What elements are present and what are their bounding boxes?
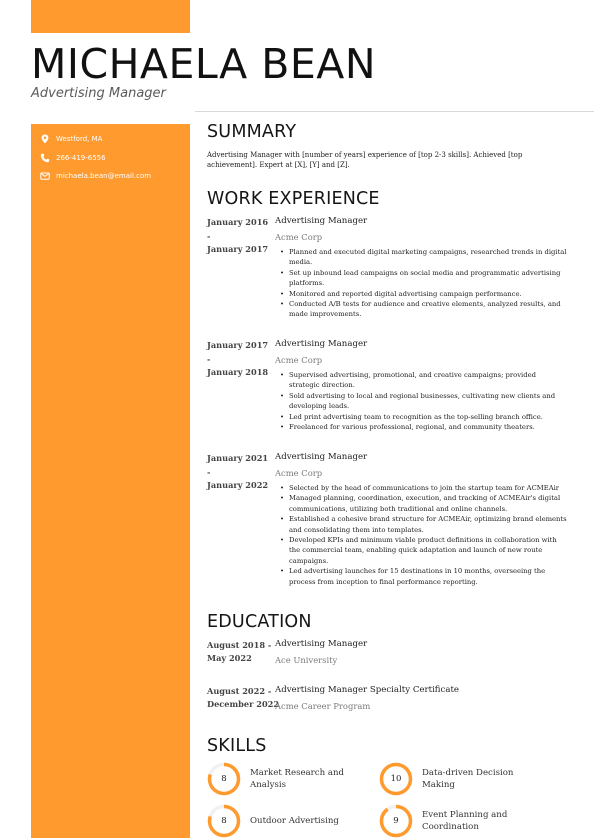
job-details xyxy=(275,216,567,320)
job-bullet: • Monitored and reported digital advertising campaign performance. xyxy=(275,289,567,299)
job-bullets xyxy=(275,483,567,587)
education-school: Acme Career Program xyxy=(275,701,371,711)
location-pin-icon xyxy=(39,134,50,145)
job-bullets xyxy=(275,247,567,320)
education-details xyxy=(275,685,567,712)
skill-name: Market Research and Analysis xyxy=(250,768,345,790)
education-dates xyxy=(207,685,280,711)
sidebar xyxy=(31,124,190,838)
job-title: Advertising Manager xyxy=(275,339,368,349)
job-details xyxy=(275,452,567,587)
job-bullet: • Set up inbound lead campaigns on social media and programmatic advertising platforms. xyxy=(275,268,567,289)
job-start-date: January 2016 xyxy=(207,217,269,227)
job-bullet: • Led advertising launches for 15 destinations in 10 months, overseeing the process from inception to final performance reporting. xyxy=(275,566,567,587)
contact-phone-text: 266-419-6556 xyxy=(56,154,106,162)
job-bullets xyxy=(275,370,567,432)
skill-level-number: 8 xyxy=(221,816,227,826)
education-date-start: August 2018 - xyxy=(207,640,272,650)
education-dates xyxy=(207,639,277,665)
job-bullet: • Supervised advertising, promotional, and creative campaigns; provided strategic direction. xyxy=(275,370,567,391)
skill-item xyxy=(379,762,532,796)
skill-level-number: 10 xyxy=(390,774,402,784)
header-accent-bar xyxy=(31,0,190,33)
skill-item xyxy=(207,762,360,796)
job-bullet: • Conducted A/B tests for audience and creative elements, analyzed results, and made improvements. xyxy=(275,299,567,320)
job-dates xyxy=(207,216,269,257)
job-title: Advertising Manager xyxy=(275,216,368,226)
summary-text: Advertising Manager with [number of years] experience of [top 2-3 skills]. Achieved [top achievement]. Expert at [X], [Y] and [Z]. xyxy=(207,151,523,169)
skill-name: Outdoor Advertising xyxy=(250,816,339,826)
job-start-date: January 2021 xyxy=(207,453,269,463)
education-date-end: May 2022 xyxy=(207,653,252,663)
skill-level-ring xyxy=(207,762,241,796)
education-school: Ace University xyxy=(275,655,338,665)
education-details xyxy=(275,639,567,666)
contact-location-text: Westford, MA xyxy=(56,135,103,143)
job-bullet: • Sold advertising to local and regional businesses, cultivating new clients and developing leads. xyxy=(275,391,567,412)
header-divider xyxy=(195,111,594,112)
job-start-date: January 2017 xyxy=(207,340,269,350)
job-company: Acme Corp xyxy=(275,355,323,365)
contact-email xyxy=(39,169,151,183)
skill-level-number: 8 xyxy=(221,774,227,784)
email-icon xyxy=(39,171,50,182)
section-title-summary: SUMMARY xyxy=(207,122,297,142)
contact-location xyxy=(39,132,102,146)
skill-name: Event Planning and Coordination xyxy=(422,810,508,832)
education-date-end: December 2022 xyxy=(207,699,280,709)
job-bullet: • Planned and executed digital marketing campaigns, researched trends in digital media. xyxy=(275,247,567,268)
job-date-dash: - xyxy=(207,230,211,241)
job-bullet: • Developed KPIs and minimum viable product definitions in collaboration with the commercial team, enabling quick adaptation and launch of new route campaigns. xyxy=(275,535,567,566)
skill-item xyxy=(207,804,360,838)
job-date-dash: - xyxy=(207,466,211,477)
job-end-date: January 2017 xyxy=(207,244,269,254)
skill-name: Data-driven Decision Making xyxy=(422,768,514,790)
education-date-start: August 2022 - xyxy=(207,686,272,696)
job-company: Acme Corp xyxy=(275,232,323,242)
education-degree: Advertising Manager xyxy=(275,639,368,649)
section-title-work-experience: WORK EXPERIENCE xyxy=(207,189,380,209)
job-end-date: January 2018 xyxy=(207,367,269,377)
job-bullet: • Selected by the head of communications to join the startup team for ACMEAir xyxy=(275,483,567,493)
job-end-date: January 2022 xyxy=(207,480,269,490)
job-details xyxy=(275,339,567,432)
contact-phone xyxy=(39,151,106,165)
job-bullet: • Managed planning, coordination, execution, and tracking of ACMEAir's digital communications, utilizing both traditional and online channels. xyxy=(275,493,567,514)
section-title-education: EDUCATION xyxy=(207,612,312,632)
candidate-name: MICHAELA BEAN xyxy=(31,40,376,88)
section-title-skills: SKILLS xyxy=(207,736,267,756)
education-degree: Advertising Manager Specialty Certificate xyxy=(275,685,460,695)
job-title: Advertising Manager xyxy=(275,452,368,462)
skill-level-ring xyxy=(379,804,413,838)
job-bullet: • Freelanced for various professional, regional, and community theaters. xyxy=(275,422,567,432)
job-company: Acme Corp xyxy=(275,468,323,478)
phone-icon xyxy=(39,153,50,164)
job-dates xyxy=(207,452,269,493)
candidate-role: Advertising Manager xyxy=(31,86,166,101)
skill-level-ring xyxy=(207,804,241,838)
skill-level-ring xyxy=(379,762,413,796)
job-date-dash: - xyxy=(207,353,211,364)
skill-level-number: 9 xyxy=(393,816,399,826)
job-dates xyxy=(207,339,269,380)
job-bullet: • Led print advertising team to recognition as the top-selling branch office. xyxy=(275,412,567,422)
job-bullet: • Established a cohesive brand structure for ACMEAir, optimizing brand elements and consolidating them into templates. xyxy=(275,514,567,535)
skill-item xyxy=(379,804,532,838)
contact-email-text: michaela.bean@email.com xyxy=(56,172,152,180)
